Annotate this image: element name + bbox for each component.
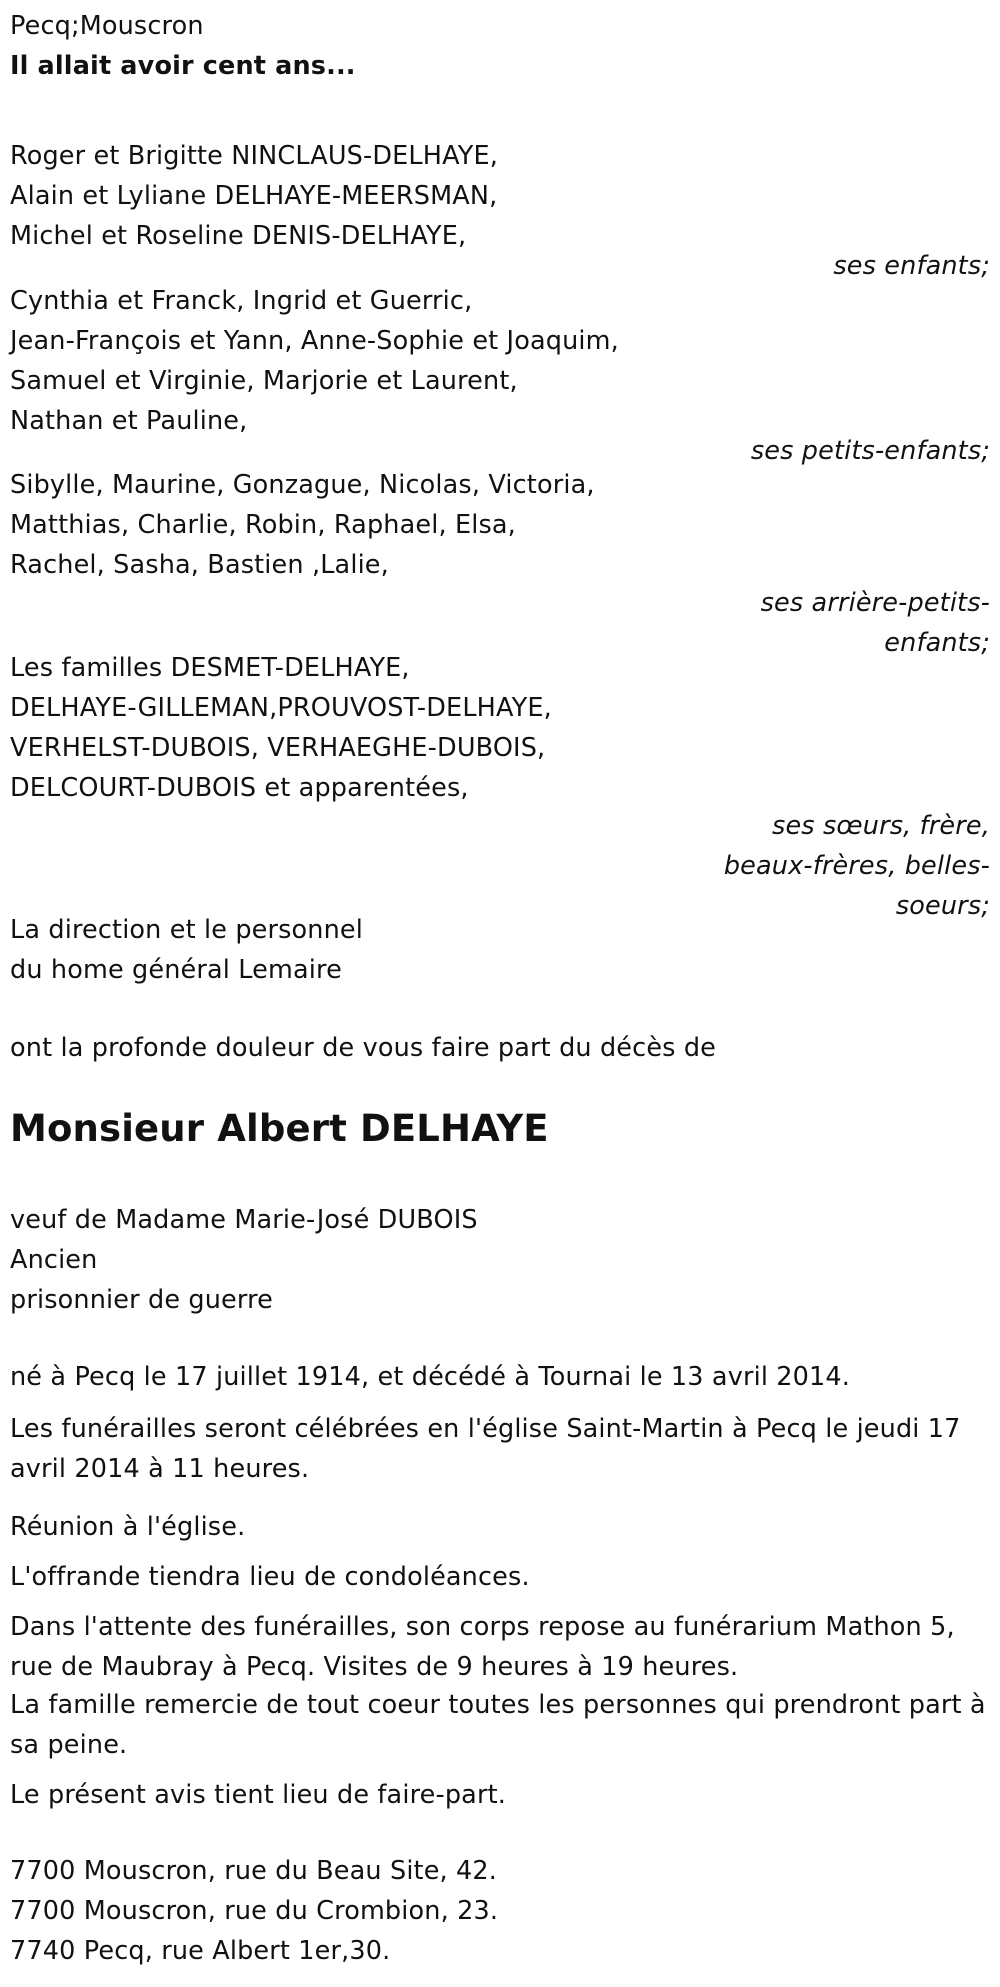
list-item: DELCOURT-DUBOIS et apparentées, (10, 773, 469, 803)
paragraph-text: La famille remercie de tout coeur toutes les personnes qui prendront part à sa peine. (10, 1690, 986, 1760)
paragraph-text: L'offrande tiendra lieu de condoléances. (10, 1562, 530, 1592)
paragraph-visitation (10, 1607, 995, 1687)
list-item: Cynthia et Franck, Ingrid et Guerric, (10, 286, 473, 316)
role-grandchildren: ses petits-enfants; (750, 436, 990, 466)
address-line: 7700 Mouscron, rue du Crombion, 23. (10, 1896, 499, 1926)
detail-line: prisonnier de guerre (10, 1285, 273, 1315)
paragraph-funeral (10, 1409, 995, 1489)
list-item: La direction et le personnel (10, 915, 364, 945)
role-siblings: ses sœurs, frère, (772, 811, 990, 841)
list-item: DELHAYE-GILLEMAN,PROUVOST-DELHAYE, (10, 693, 552, 723)
deceased-block (10, 1107, 549, 1151)
location: Pecq;Mouscron (10, 11, 204, 41)
paragraph-offering (10, 1557, 530, 1597)
list-item: Alain et Lyliane DELHAYE-MEERSMAN, (10, 181, 498, 211)
staff-block (10, 910, 363, 990)
paragraph-birth-death (10, 1357, 850, 1397)
addresses-block (10, 1851, 498, 1971)
role-great-grandchildren: ses arrière-petits- (760, 588, 990, 618)
deceased-name: Monsieur Albert DELHAYE (10, 1107, 549, 1150)
grandchildren-block (10, 281, 990, 471)
list-item: VERHELST-DUBOIS, VERHAEGHE-DUBOIS, (10, 733, 546, 763)
list-item: Samuel et Virginie, Marjorie et Laurent, (10, 366, 518, 396)
paragraph-meeting (10, 1507, 245, 1547)
paragraph-text: Réunion à l'église. (10, 1512, 246, 1542)
list-item: Roger et Brigitte NINCLAUS-DELHAYE, (10, 141, 498, 171)
list-item: Michel et Roseline DENIS-DELHAYE, (10, 221, 467, 251)
paragraph-text: Dans l'attente des funérailles, son corps repose au funérarium Mathon 5, rue de Maubray à Pecq. Visites de 9 heures à 19 heures. (10, 1612, 955, 1682)
detail-line: Ancien (10, 1245, 98, 1275)
great-grandchildren-block (10, 465, 990, 663)
children-block (10, 136, 990, 286)
paragraph-thanks (10, 1685, 995, 1765)
announcement-text: ont la profonde douleur de vous faire part du décès de (10, 1033, 717, 1063)
role-great-grandchildren-cont: enfants; (884, 628, 990, 658)
announcement (10, 1028, 716, 1068)
role-siblings-cont: beaux-frères, belles- (723, 851, 990, 881)
list-item: Jean-François et Yann, Anne-Sophie et Joaquim, (10, 326, 619, 356)
list-item: Rachel, Sasha, Bastien ,Lalie, (10, 550, 389, 580)
deceased-details (10, 1200, 478, 1320)
list-item: Matthias, Charlie, Robin, Raphael, Elsa, (10, 510, 516, 540)
list-item: Sibylle, Maurine, Gonzague, Nicolas, Victoria, (10, 470, 595, 500)
header (10, 6, 356, 86)
paragraph-text: né à Pecq le 17 juillet 1914, et décédé à Tournai le 13 avril 2014. (10, 1362, 851, 1392)
list-item: Les familles DESMET-DELHAYE, (10, 653, 410, 683)
list-item: Nathan et Pauline, (10, 406, 248, 436)
list-item: du home général Lemaire (10, 955, 342, 985)
families-block (10, 648, 990, 926)
address-line: 7700 Mouscron, rue du Beau Site, 42. (10, 1856, 498, 1886)
paragraph-notice (10, 1775, 506, 1815)
tagline: Il allait avoir cent ans... (10, 51, 356, 81)
paragraph-text: Les funérailles seront célébrées en l'église Saint-Martin à Pecq le jeudi 17 avril 2014 à 11 heures. (10, 1414, 961, 1484)
role-siblings-end: soeurs; (895, 891, 990, 921)
detail-line: veuf de Madame Marie-José DUBOIS (10, 1205, 478, 1235)
address-line: 7740 Pecq, rue Albert 1er,30. (10, 1936, 391, 1966)
paragraph-text: Le présent avis tient lieu de faire-part. (10, 1780, 506, 1810)
role-children: ses enfants; (833, 251, 990, 281)
